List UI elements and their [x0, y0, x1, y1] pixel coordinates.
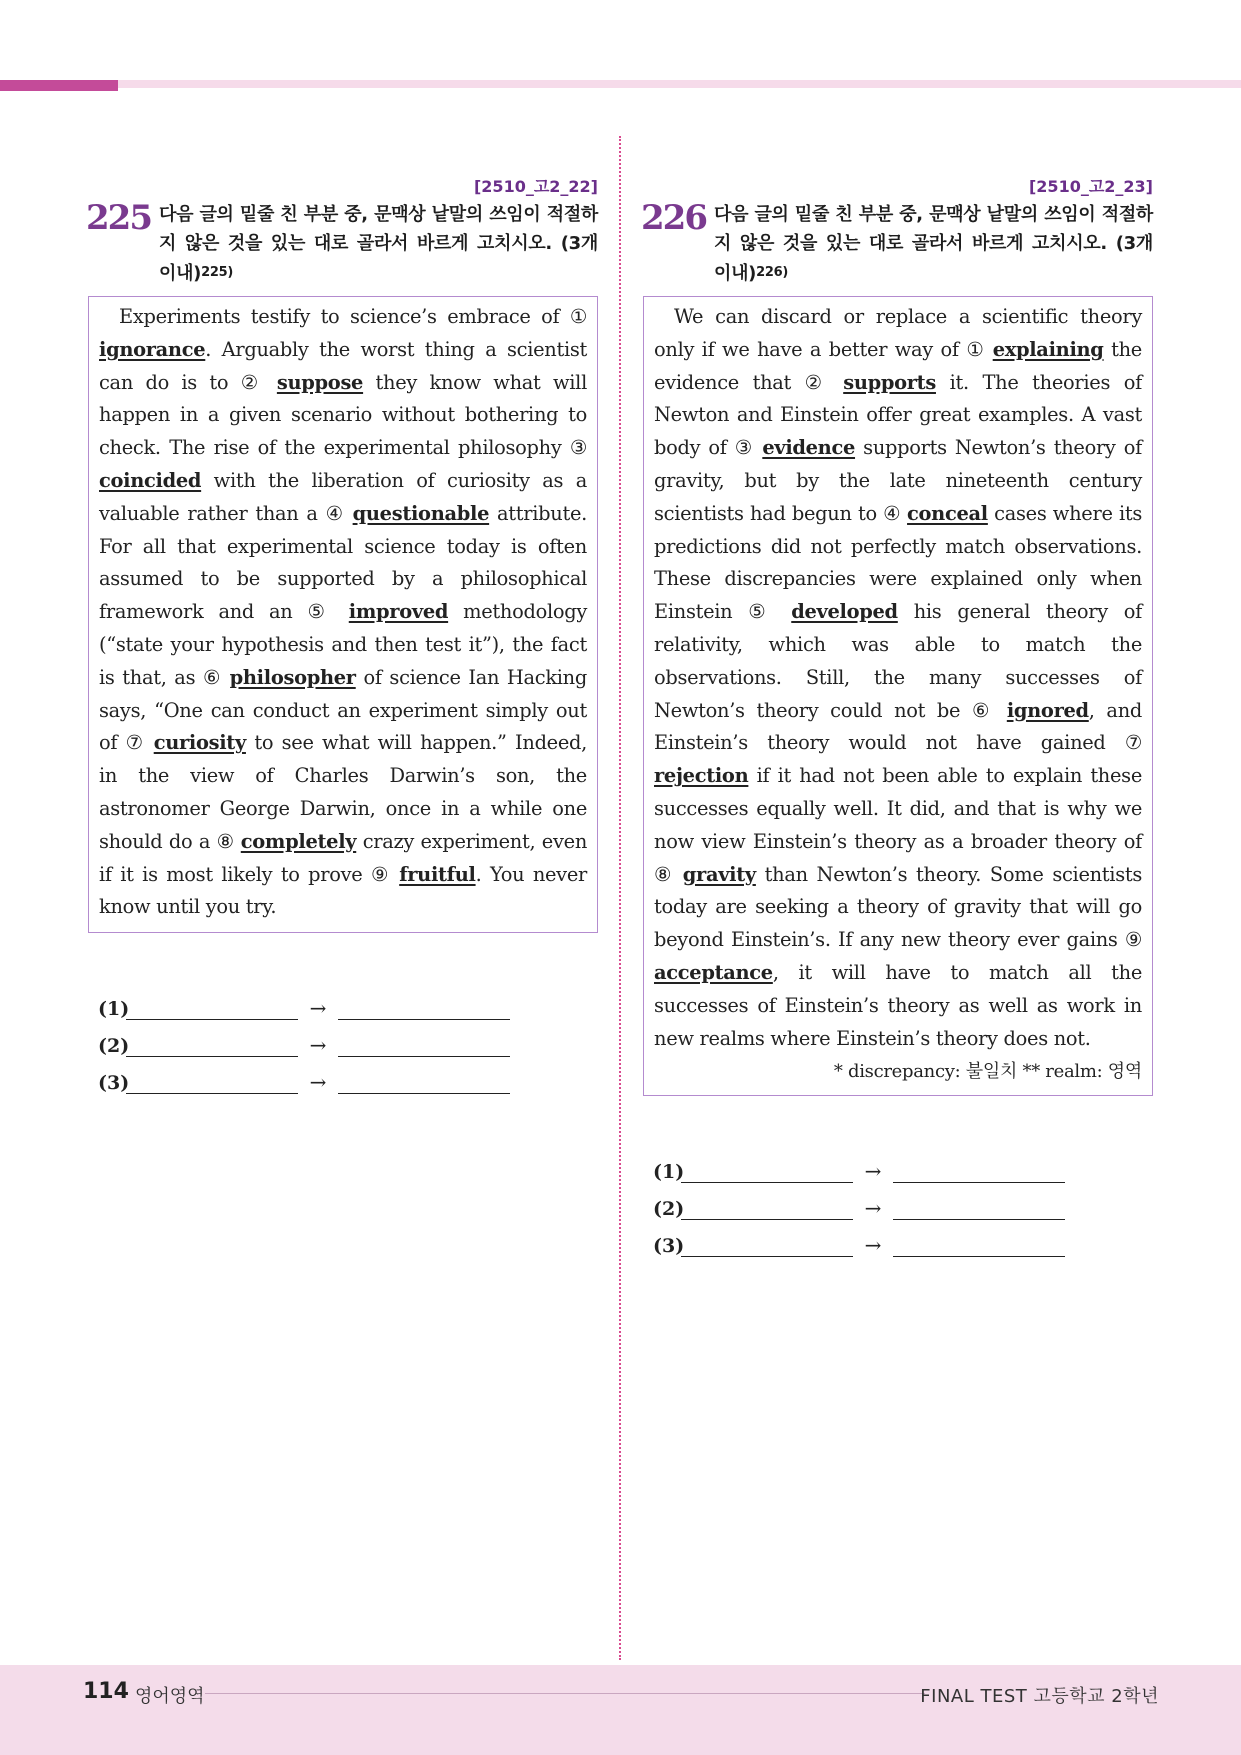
- answer-row: [653, 1146, 1153, 1183]
- page-footer: [0, 1665, 1241, 1755]
- underlined-word: developed: [791, 600, 898, 624]
- question-header: [643, 200, 1153, 288]
- answer-label: (1): [653, 1161, 685, 1184]
- arrow-icon: →: [309, 1070, 327, 1095]
- underlined-word: suppose: [276, 370, 364, 394]
- passage-segment: , it will have to match all the successes of Einstein’s theory as well as work in new realms where Einstein’s theory does not.: [654, 960, 1142, 1050]
- answer-label: (2): [653, 1198, 685, 1221]
- arrow-icon: →: [864, 1159, 882, 1184]
- passage-segment: We can discard or replace a scientific theory only if we have a better way of ①: [654, 305, 1142, 361]
- question-instruction: [714, 200, 1153, 288]
- answer-blank-correct[interactable]: [893, 1160, 1065, 1183]
- passage-segment: to see what will happen.” Indeed, in the view of Charles Darwin’s son, the astronomer George Darwin, once in a while one should do a ⑧: [99, 731, 588, 853]
- underlined-word: ignored: [1006, 698, 1089, 722]
- instruction-text: 다음 글의 밑줄 친 부분 중, 문맥상 낱말의 쓰임이 적절하지 않은 것을 있는 대로 골라서 바르게 고치시오. (3개 이내): [159, 204, 598, 284]
- underlined-word: coincided: [99, 468, 202, 492]
- question-number: 226: [641, 198, 706, 238]
- passage-segment: if it had not been able to explain these successes equally well. It did, and that is why we now view Einstein’s theory as a broader theory of ⑧: [654, 764, 1142, 886]
- passage-segment: with the liberation of curiosity as a valuable rather than a ④: [99, 468, 587, 525]
- passage-segment: supports Newton’s theory of gravity, but by the late nineteenth century scientists had begun to ④: [654, 436, 1142, 525]
- footnote-ref: 226): [756, 265, 788, 280]
- answer-label: (2): [98, 1035, 130, 1058]
- arrow-icon: →: [864, 1196, 882, 1221]
- underlined-word: improved: [348, 600, 449, 624]
- answer-blank-correct[interactable]: [893, 1197, 1065, 1220]
- answer-blank-wrong[interactable]: [126, 1034, 298, 1057]
- underlined-word: completely: [240, 829, 357, 853]
- passage-segment: attribute. For all that experimental science today is often assumed to be supported by a philosophical framework and an ⑤: [99, 501, 587, 624]
- answer-row: [653, 1183, 1153, 1220]
- passage-segment: Experiments testify to science’s embrace of ①: [119, 305, 587, 328]
- passage-segment: , and Einstein’s theory would not have gained ⑦: [654, 698, 1142, 755]
- passage-segment: . You never know until you try.: [99, 862, 587, 919]
- answer-label: (1): [98, 998, 130, 1021]
- passage-box: [643, 296, 1153, 1096]
- answer-blank-wrong[interactable]: [681, 1234, 853, 1257]
- arrow-icon: →: [309, 996, 327, 1021]
- header-accent-bar: [0, 80, 118, 91]
- question-code: [2510_고2_23]: [1028, 177, 1153, 196]
- page-number: 114: [83, 1679, 129, 1704]
- footer-title: FINAL TEST 고등학교 2학년: [920, 1686, 1159, 1707]
- question-226: [643, 176, 1153, 1257]
- answer-blank-correct[interactable]: [893, 1234, 1065, 1257]
- passage-segment: crazy experiment, even if it is most likely to prove ⑨: [99, 829, 588, 886]
- passage-segment: the evidence that ②: [654, 337, 1142, 394]
- underlined-word: supports: [843, 370, 936, 394]
- answer-area: [98, 983, 598, 1094]
- underlined-word: ignorance: [99, 337, 206, 361]
- answer-blank-wrong[interactable]: [126, 1071, 298, 1094]
- passage-box: [88, 296, 598, 933]
- question-header: [88, 200, 598, 288]
- passage-segment: it. The theories of Newton and Einstein offer great examples. A vast body of ③: [654, 370, 1142, 460]
- underlined-word: acceptance: [654, 960, 773, 984]
- answer-row: [98, 1020, 598, 1057]
- header-band: [0, 80, 1241, 88]
- answer-label: (3): [98, 1072, 130, 1095]
- instruction-text: 다음 글의 밑줄 친 부분 중, 문맥상 낱말의 쓰임이 적절하지 않은 것을 있는 대로 골라서 바르게 고치시오. (3개 이내): [714, 204, 1153, 284]
- passage-segment: than Newton’s theory. Some scientists today are seeking a theory of gravity that will go beyond Einstein’s. If any new theory ever gains ⑨: [654, 862, 1142, 952]
- answer-blank-correct[interactable]: [338, 1071, 510, 1094]
- underlined-word: evidence: [762, 436, 856, 460]
- vocabulary-note: * discrepancy: 불일치 ** realm: 영역: [833, 1061, 1142, 1083]
- question-225: [88, 176, 598, 1094]
- answer-blank-correct[interactable]: [338, 997, 510, 1020]
- underlined-word: questionable: [352, 501, 490, 525]
- answer-blank-wrong[interactable]: [126, 997, 298, 1020]
- arrow-icon: →: [309, 1033, 327, 1058]
- passage-segment: . Arguably the worst thing a scientist can do is to ②: [99, 337, 587, 394]
- answer-blank-correct[interactable]: [338, 1034, 510, 1057]
- passage-segment: methodology (“state your hypothesis and then test it”), the fact is that, as ⑥: [99, 600, 587, 689]
- passage-text: [654, 305, 1142, 1050]
- passage-text: [99, 305, 587, 918]
- answer-row: [653, 1220, 1153, 1257]
- answer-blank-wrong[interactable]: [681, 1160, 853, 1183]
- footer-rule: [205, 1693, 925, 1694]
- answer-row: [98, 1057, 598, 1094]
- underlined-word: explaining: [992, 337, 1104, 361]
- answer-row: [98, 983, 598, 1020]
- footnote-ref: 225): [201, 265, 233, 280]
- question-code: [2510_고2_22]: [473, 177, 598, 196]
- passage-segment: of science Ian Hacking says, “One can conduct an experiment simply out of ⑦: [99, 665, 587, 755]
- arrow-icon: →: [864, 1233, 882, 1258]
- column-divider: [619, 136, 621, 1660]
- passage-segment: his general theory of relativity, which was able to match the observations. Still, the many successes of Newton’s theory could not be ⑥: [654, 600, 1142, 722]
- underlined-word: curiosity: [153, 731, 246, 755]
- underlined-word: rejection: [654, 764, 749, 788]
- question-instruction: [159, 200, 598, 288]
- answer-label: (3): [653, 1235, 685, 1258]
- underlined-word: philosopher: [229, 665, 356, 689]
- underlined-word: gravity: [682, 862, 756, 886]
- answer-area: [653, 1146, 1153, 1257]
- passage-segment: they know what will happen in a given scenario without bothering to check. The rise of the experimental philosophy ③: [99, 370, 587, 460]
- underlined-word: fruitful: [399, 862, 476, 886]
- passage-segment: cases where its predictions did not perfectly match observations. These discrepancies were explained only when Einstein ⑤: [654, 501, 1142, 624]
- answer-blank-wrong[interactable]: [681, 1197, 853, 1220]
- underlined-word: conceal: [907, 501, 988, 525]
- section-title: 영어영역: [135, 1686, 205, 1707]
- question-number: 225: [86, 198, 151, 238]
